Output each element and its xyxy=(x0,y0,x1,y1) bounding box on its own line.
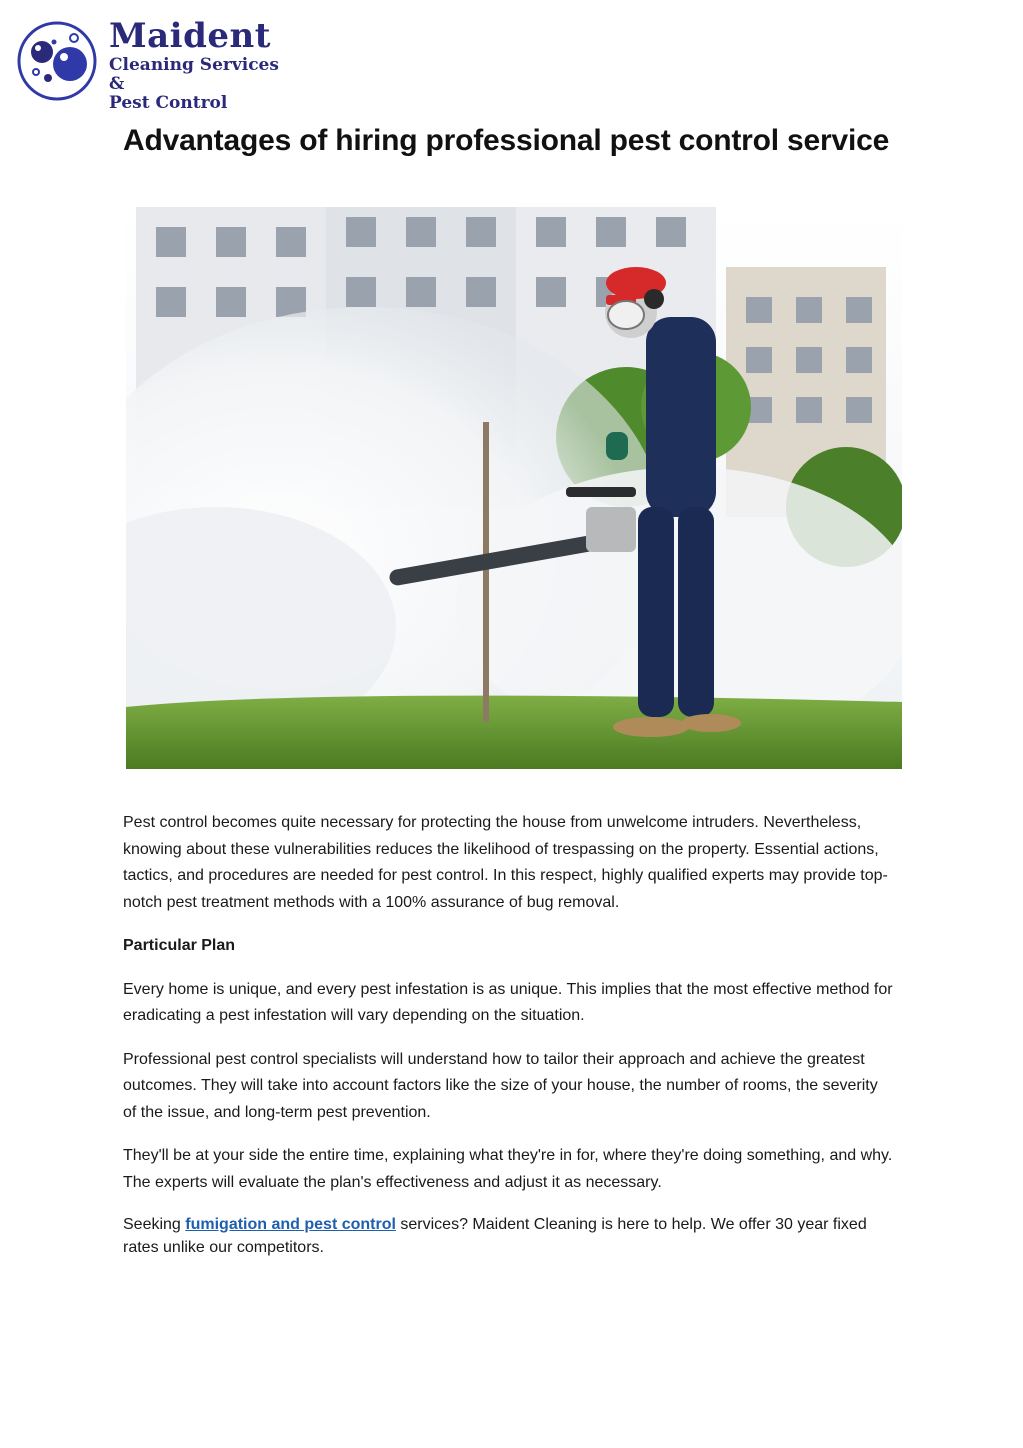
paragraph-2: Every home is unique, and every pest infestation is as unique. This implies that the most effective method for eradicating a pest infestation will vary depending on the situation. xyxy=(123,980,893,1024)
article-body xyxy=(123,810,893,1276)
cta-paragraph xyxy=(123,1213,893,1259)
bubbles-logo-icon xyxy=(16,20,98,102)
brand-tagline-1: Cleaning Services & xyxy=(109,55,279,94)
section-heading: Particular Plan xyxy=(123,937,236,954)
intro-paragraph: Pest control becomes quite necessary for protecting the house from unwelcome intruders. Nevertheless, knowing about these vulnerabilities reduces the likelihood of trespassing on the property. Essential actions, tactics, and procedures are needed for pest control. In this respect, highly qualified experts may provide top-notch pest treatment methods with a 100% assurance of bug removal. xyxy=(123,814,888,911)
cta-suffix: services? Maident Cleaning is here to help. We offer 30 year fixed rates unlike our competitors. xyxy=(123,1216,867,1256)
paragraph-3: Professional pest control specialists will understand how to tailor their approach and achieve the greatest outcomes. They will take into account factors like the size of your house, the number of rooms, the severity of the issue, and long-term pest prevention. xyxy=(123,1050,878,1121)
hero-image xyxy=(126,207,902,769)
brand-logo xyxy=(14,16,286,113)
page-title: Advantages of hiring professional pest control service xyxy=(123,124,890,157)
brand-name: Maident xyxy=(109,16,271,56)
fumigation-link[interactable]: fumigation and pest control xyxy=(185,1216,396,1233)
paragraph-4: They'll be at your side the entire time, explaining what they're in for, where they're doing something, and why. The experts will evaluate the plan's effectiveness and adjust it as necessary. xyxy=(123,1147,893,1191)
cta-prefix: Seeking xyxy=(123,1216,186,1233)
brand-tagline-2: Pest Control xyxy=(109,93,228,113)
